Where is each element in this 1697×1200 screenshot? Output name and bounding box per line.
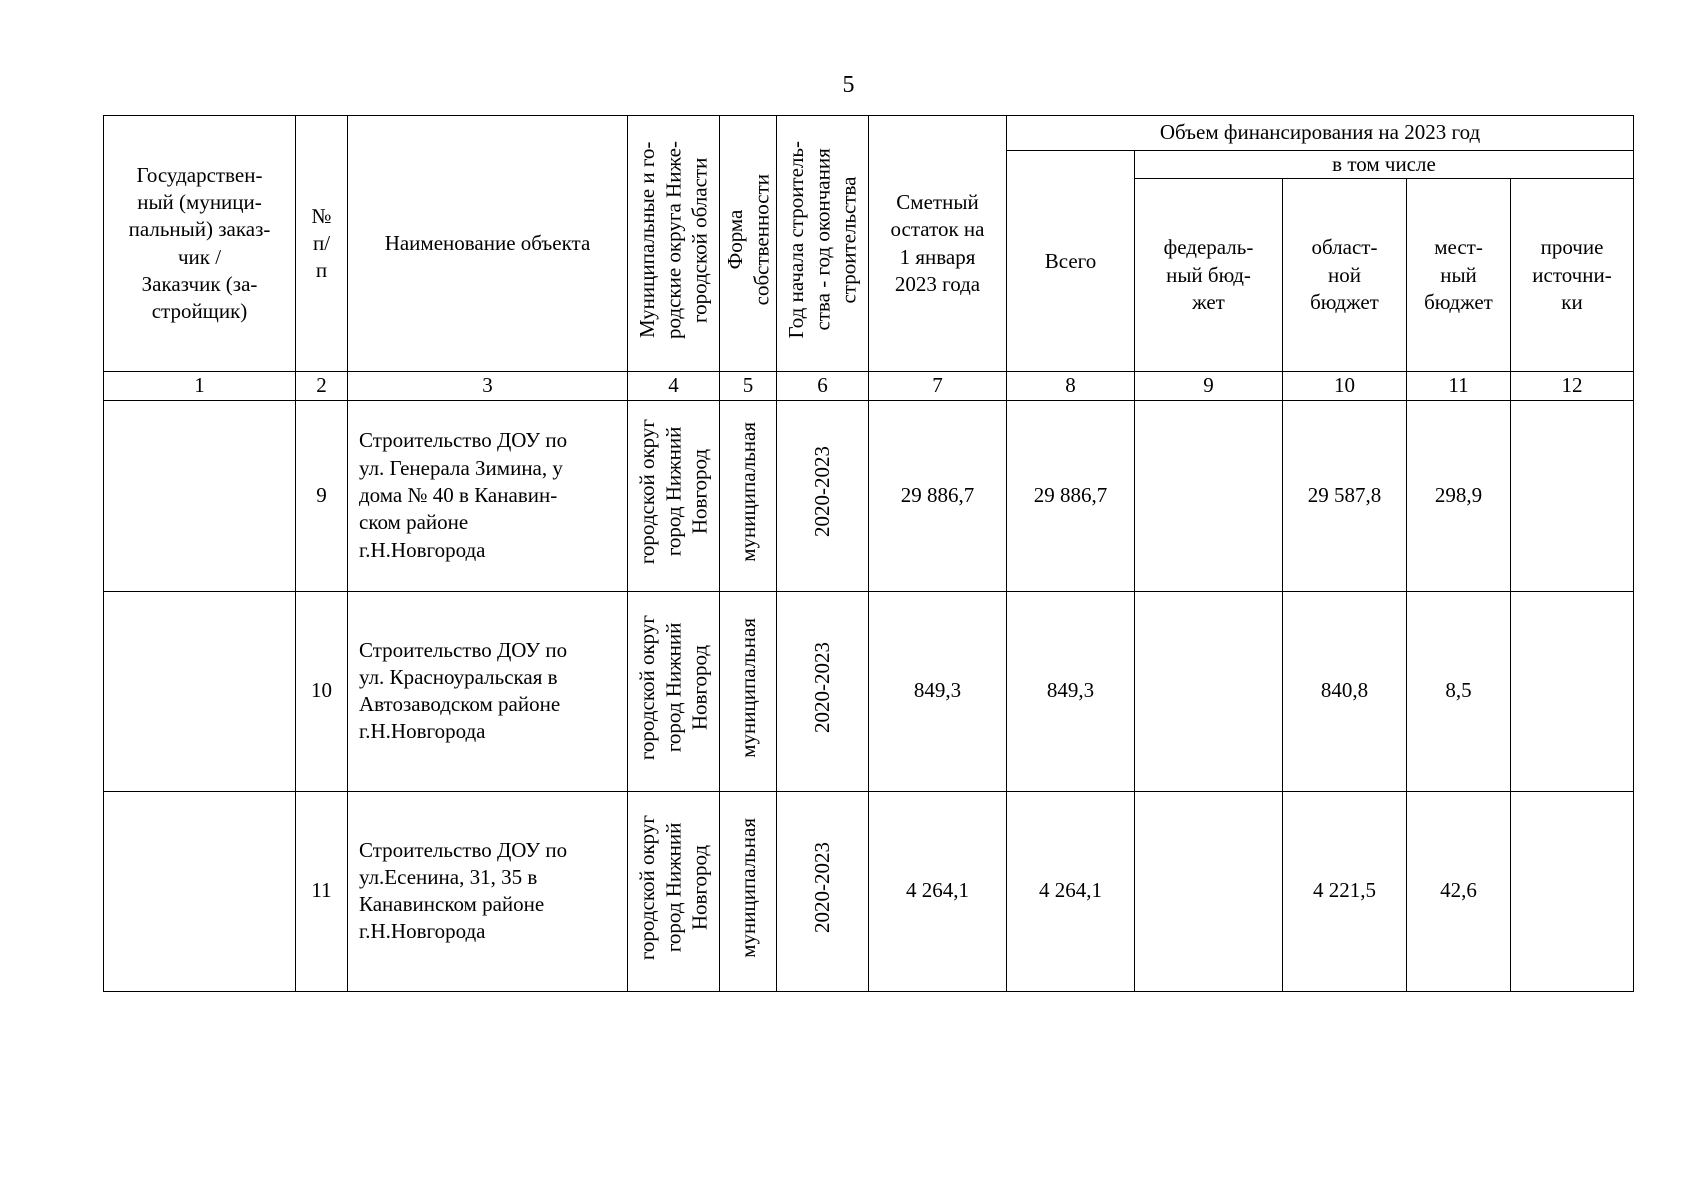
- header-balance-text: Сметный остаток на 1 января 2023 года: [890, 190, 985, 296]
- header-name: Наименование объекта: [348, 116, 628, 372]
- table-row: [104, 791, 1634, 991]
- page-number: 5: [842, 72, 855, 98]
- header-other-text: прочие источни- ки: [1532, 235, 1612, 314]
- cell-total: 29 886,7: [1007, 400, 1135, 591]
- cell-years-text: 2020-2023: [810, 841, 835, 933]
- cell-customer: [104, 400, 296, 591]
- header-municipal-text: Муниципальные и го- родские округа Ниже- городской области: [635, 141, 712, 339]
- cell-ownership-text: муниципальная: [735, 817, 760, 958]
- cell-customer: [104, 791, 296, 991]
- financing-table: [103, 115, 1634, 992]
- column-number: 4: [628, 372, 720, 400]
- column-number: 2: [296, 372, 348, 400]
- column-number: 9: [1135, 372, 1283, 400]
- header-customer-text: Государствен- ный (муници- пальный) заказ- чик / Заказчик (за- стройщик): [128, 162, 271, 324]
- cell-years-text: 2020-2023: [810, 446, 835, 538]
- column-numbers-row: [104, 372, 1634, 400]
- column-number: 5: [720, 372, 777, 400]
- cell-municipal: [628, 400, 720, 591]
- cell-regional: 4 221,5: [1283, 791, 1407, 991]
- header-other: [1511, 179, 1634, 372]
- cell-years-text: 2020-2023: [810, 641, 835, 733]
- cell-federal: [1135, 591, 1283, 791]
- cell-name-text: Строительство ДОУ по ул. Генерала Зимина, у дома № 40 в Канавин- ском районе г.Н.Новгорода: [359, 428, 568, 562]
- header-num: [296, 116, 348, 372]
- table-row: [104, 591, 1634, 791]
- column-number: 3: [348, 372, 628, 400]
- column-number: 6: [777, 372, 869, 400]
- header-balance: [869, 116, 1007, 372]
- cell-balance: 29 886,7: [869, 400, 1007, 591]
- cell-num: 11: [296, 791, 348, 991]
- table-row: [104, 400, 1634, 591]
- header-municipal: [628, 116, 720, 372]
- cell-other: [1511, 591, 1634, 791]
- cell-local: 298,9: [1407, 400, 1511, 591]
- cell-name: [348, 400, 628, 591]
- cell-other: [1511, 791, 1634, 991]
- header-funding-title: Объем финансирования на 2023 год: [1007, 116, 1634, 151]
- cell-total: 4 264,1: [1007, 791, 1135, 991]
- header-total: Всего: [1007, 151, 1135, 372]
- column-number: 12: [1511, 372, 1634, 400]
- cell-name-text: Строительство ДОУ по ул. Красноуральская в Автозаводском районе г.Н.Новгорода: [359, 637, 568, 744]
- header-years: [777, 116, 869, 372]
- header-num-text: № п/ п: [311, 203, 332, 283]
- cell-municipal-text: городской округ город Нижний Новгород: [635, 419, 712, 565]
- cell-municipal: [628, 791, 720, 991]
- cell-regional: 29 587,8: [1283, 400, 1407, 591]
- header-years-text: Год начала строитель- ства - год окончания строительства: [784, 141, 861, 339]
- header-including: в том числе: [1135, 151, 1634, 179]
- cell-years: [777, 791, 869, 991]
- cell-name-text: Строительство ДОУ по ул.Есенина, 31, 35 в Канавинском районе г.Н.Новгорода: [359, 837, 568, 944]
- header-local: [1407, 179, 1511, 372]
- cell-num: 10: [296, 591, 348, 791]
- cell-name: [348, 791, 628, 991]
- cell-local: 42,6: [1407, 791, 1511, 991]
- cell-balance: 849,3: [869, 591, 1007, 791]
- column-number: 10: [1283, 372, 1407, 400]
- header-federal-text: федераль- ный бюд- жет: [1163, 235, 1254, 314]
- header-customer: [104, 116, 296, 372]
- cell-ownership-text: муниципальная: [735, 617, 760, 758]
- cell-ownership: [720, 591, 777, 791]
- cell-other: [1511, 400, 1634, 591]
- cell-municipal-text: городской округ город Нижний Новгород: [635, 814, 712, 961]
- cell-years: [777, 591, 869, 791]
- cell-ownership-text: муниципальная: [735, 422, 760, 562]
- header-regional: [1283, 179, 1407, 372]
- cell-num: 9: [296, 400, 348, 591]
- cell-local: 8,5: [1407, 591, 1511, 791]
- cell-municipal-text: городской округ город Нижний Новгород: [635, 614, 712, 761]
- cell-regional: 840,8: [1283, 591, 1407, 791]
- column-number: 11: [1407, 372, 1511, 400]
- cell-ownership: [720, 791, 777, 991]
- cell-ownership: [720, 400, 777, 591]
- cell-federal: [1135, 400, 1283, 591]
- cell-municipal: [628, 591, 720, 791]
- cell-name: [348, 591, 628, 791]
- header-regional-text: област- ной бюджет: [1310, 235, 1379, 314]
- header-federal: [1135, 179, 1283, 372]
- cell-total: 849,3: [1007, 591, 1135, 791]
- header-local-text: мест- ный бюджет: [1424, 235, 1493, 314]
- cell-customer: [104, 591, 296, 791]
- cell-balance: 4 264,1: [869, 791, 1007, 991]
- column-number: 1: [104, 372, 296, 400]
- header-ownership-text: Форма собственности: [722, 174, 773, 306]
- column-number: 8: [1007, 372, 1135, 400]
- column-number: 7: [869, 372, 1007, 400]
- header-ownership: [720, 116, 777, 372]
- header-row-1: [104, 116, 1634, 151]
- cell-years: [777, 400, 869, 591]
- cell-federal: [1135, 791, 1283, 991]
